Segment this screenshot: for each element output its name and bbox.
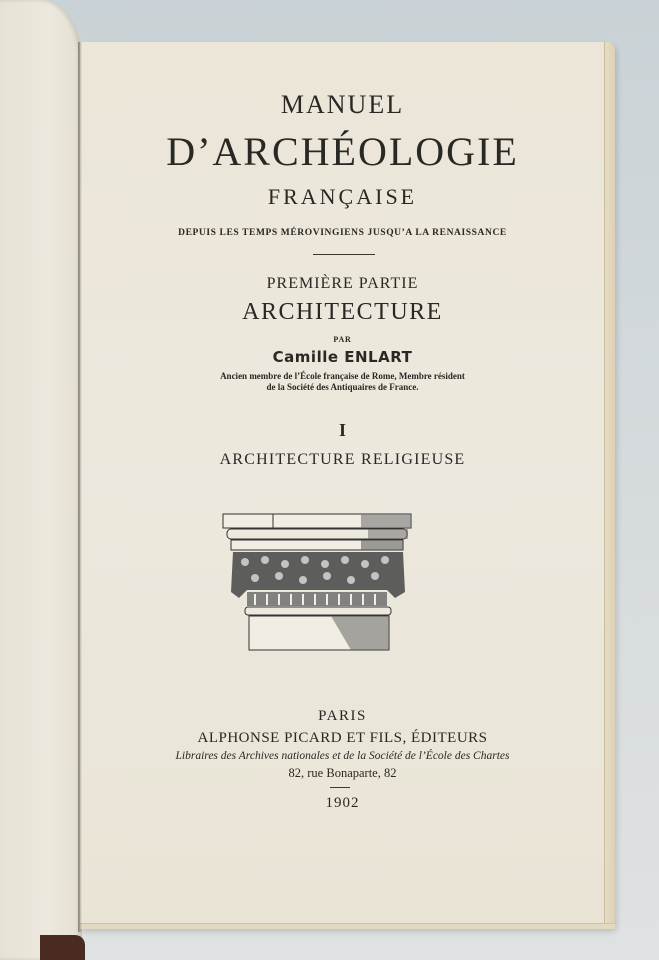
book-cover-corner [40,935,85,960]
title-line-3: FRANÇAISE [267,184,418,209]
volume-number: I [338,420,346,440]
publisher-address: 82, rue Bonaparte, 82 [288,766,397,780]
by-label: PAR [333,335,352,344]
left-page [0,0,82,960]
spine-shadow [78,42,82,932]
title-line-2: D’ARCHÉOLOGIE [166,129,519,174]
page-edge [604,42,615,929]
publication-year: 1902 [325,795,360,811]
subtitle: DEPUIS LES TEMPS MÉROVINGIENS JUSQU’A LA RENAISSANCE [178,228,507,238]
divider-rule-small [330,787,350,788]
author-affiliation-1: Ancien membre de l’École française de Rome, Membre résident [220,371,465,381]
capital-engraving-icon [221,512,413,652]
title-page [80,42,615,929]
author-affiliation-2: de la Société des Antiquaires de France. [266,382,419,392]
part-title: ARCHITECTURE [242,299,443,325]
title-line-1: MANUEL [280,90,405,119]
divider-rule [313,254,375,255]
page-bottom-edge [80,923,615,929]
publisher-note: Libraires des Archives nationales et de la Société de l’École des Chartes [175,750,510,762]
author-name: Camille ENLART [272,348,413,366]
publisher: ALPHONSE PICARD ET FILS, ÉDITEURS [197,730,488,746]
part-label: PREMIÈRE PARTIE [266,275,419,292]
volume-title: ARCHITECTURE RELIGIEUSE [219,451,466,468]
imprint-city: PARIS [318,708,367,724]
